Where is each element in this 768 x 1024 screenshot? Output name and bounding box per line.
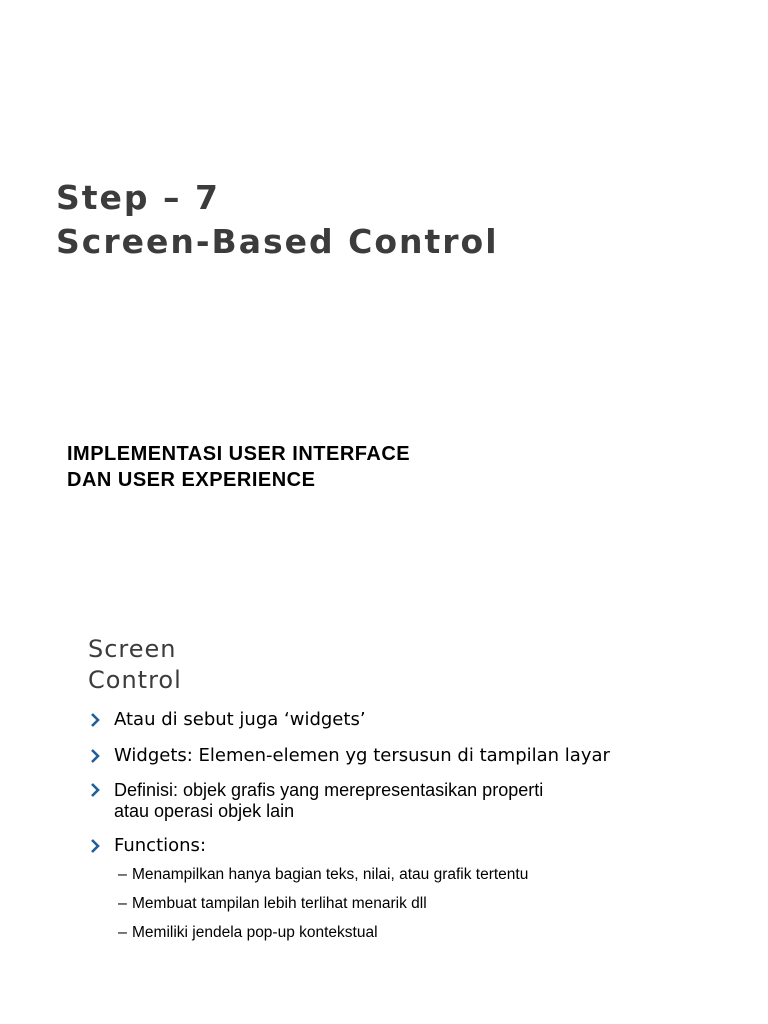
page-subtitle <box>67 441 410 493</box>
chevron-right-icon <box>90 748 100 764</box>
subtitle-line-2: DAN USER EXPERIENCE <box>67 469 316 491</box>
title-line-step: Step – 7 <box>56 178 220 217</box>
title-line-topic: Screen-Based Control <box>56 222 499 261</box>
sub-item-popup <box>118 922 648 944</box>
dash-marker: – <box>118 895 127 912</box>
bullet-item-functions <box>88 836 648 856</box>
section-heading <box>88 634 182 696</box>
bullet-text: Widgets: Elemen-elemen yg tersusun di tampilan layar <box>114 745 610 766</box>
dash-marker: – <box>118 866 127 883</box>
bullet-item-widgets-alias <box>88 710 648 730</box>
page-title <box>56 176 499 264</box>
sub-item-attractive <box>118 893 648 915</box>
dash-marker: – <box>118 924 127 941</box>
bullet-text: Atau di sebut juga ‘widgets’ <box>114 709 366 730</box>
section-heading-line-2: Control <box>88 666 182 694</box>
bullet-list <box>88 710 648 951</box>
bullet-text: Functions: <box>114 835 207 856</box>
chevron-right-icon <box>90 712 100 728</box>
functions-sub-list <box>88 864 648 944</box>
sub-item-text: Membuat tampilan lebih terlihat menarik dll <box>132 895 427 912</box>
bullet-text: Definisi: objek grafis yang merepresentasikan properti atau operasi objek lain <box>114 780 544 821</box>
bullet-item-widgets-definition <box>88 746 634 766</box>
sub-item-text: Memiliki jendela pop-up kontekstual <box>132 924 378 941</box>
sub-item-display-partial <box>118 864 532 886</box>
sub-item-text: Menampilkan hanya bagian teks, nilai, atau grafik tertentu <box>132 866 529 883</box>
chevron-right-icon <box>90 782 100 798</box>
subtitle-line-1: IMPLEMENTASI USER INTERFACE <box>67 443 411 465</box>
section-heading-line-1: Screen <box>88 635 177 663</box>
bullet-item-definisi <box>88 780 544 822</box>
chevron-right-icon <box>90 838 100 854</box>
